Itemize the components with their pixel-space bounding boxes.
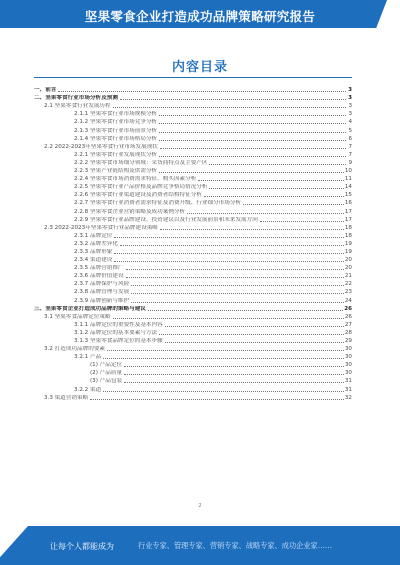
toc-entry-label: 3.2.2 渠道	[74, 386, 102, 393]
toc-entry[interactable]	[34, 118, 352, 126]
toc-leader-dots	[58, 91, 346, 92]
toc-leader-dots	[160, 148, 346, 149]
toc-leader-dots	[260, 221, 344, 222]
toc-leader-dots	[113, 318, 344, 319]
toc-entry-label: 2.2.8 坚果零食企业营销策略及成功案例分析	[74, 208, 186, 215]
toc-leader-dots	[165, 342, 344, 343]
toc-entry-label: 2.2.9 坚果零食行业品牌建设、投资建议以及行业发展前景和未来发展方向	[74, 216, 258, 223]
toc-leader-dots	[159, 123, 346, 124]
toc-leader-dots	[159, 156, 346, 157]
page-number: 2	[198, 503, 202, 509]
toc-entry-label: 2.2.2 坚果零食市场细分领域：采货商特点及主要产区	[74, 159, 208, 166]
toc-entry[interactable]	[34, 216, 352, 224]
toc-entry-page: 14	[344, 184, 352, 191]
toc-entry[interactable]	[34, 272, 352, 280]
toc-entry-label: 2.1.4 坚果零食行业市场格局分析	[74, 135, 158, 142]
toc-entry-label: 2.1.1 坚果零食行业市场规模分析	[74, 111, 158, 118]
toc-entry-label: 3.3 渠道营销策略	[44, 394, 89, 401]
toc-entry-page: 29	[344, 338, 352, 344]
toc-entry-page: 17	[344, 208, 352, 215]
toc-leader-dots	[103, 358, 344, 359]
toc-entry-label: 一、前言	[34, 87, 57, 94]
toc-entry-page: 18	[344, 232, 352, 239]
toc-leader-dots	[114, 261, 343, 262]
toc-entry-page: 20	[344, 265, 352, 272]
toc-entry-label: 3.2.1 产品	[74, 354, 102, 361]
toc-entry[interactable]	[34, 288, 352, 296]
toc-entry-label: 3.1 坚果零食品牌定位策略	[44, 313, 111, 320]
toc-entry-label: 二、坚果零食行业市场分析及预测	[34, 95, 118, 102]
toc-entry[interactable]	[34, 143, 352, 151]
toc-entry-label: 3.1.2 品牌定位的基本要素与方法	[74, 329, 158, 336]
toc-entry[interactable]	[34, 248, 352, 256]
toc-leader-dots	[114, 237, 343, 238]
toc-entry-page: 30	[344, 354, 352, 361]
toc-entry[interactable]	[34, 321, 352, 329]
toc-entry-page: 3	[348, 95, 352, 102]
toc-leader-dots	[90, 399, 344, 400]
toc-entry[interactable]	[34, 126, 352, 134]
toc-entry-label: 2.2.1 坚果零食行业发展现状分析	[74, 151, 158, 158]
footer-banner	[0, 526, 400, 565]
toc-leader-dots	[124, 374, 344, 375]
toc-entry-page: 16	[344, 200, 352, 207]
toc-entry-page: 19	[344, 240, 352, 247]
toc-entry-page: 26	[344, 313, 352, 320]
toc-entry-label: 2.2.4 坚果零食市场消费需求特征、购买因素分析	[74, 176, 197, 183]
toc-leader-dots	[209, 188, 343, 189]
toc-leader-dots	[198, 180, 344, 181]
toc-entry[interactable]	[34, 191, 352, 199]
toc-entry-page: 23	[344, 289, 352, 296]
toc-heading: 内容目录	[171, 60, 228, 75]
toc-leader-dots	[114, 253, 343, 254]
toc-entry-page: 21	[344, 273, 352, 280]
toc-leader-dots	[124, 366, 344, 367]
toc-leader-dots	[131, 285, 344, 286]
toc-entry-page: 19	[344, 248, 352, 255]
toc-entry[interactable]	[34, 264, 352, 272]
toc-entry-label: (3) 产品包装	[90, 378, 123, 385]
toc-entry-label: 2.3.7 品牌保护与风险	[74, 281, 130, 288]
toc-entry-label: 2.3.3 品牌形象	[74, 248, 113, 255]
toc-entry-page: 3	[348, 103, 352, 110]
toc-entry[interactable]	[34, 224, 352, 232]
toc-entry-page: 4	[348, 119, 352, 126]
toc-leader-dots	[126, 269, 344, 270]
toc-leader-dots	[159, 115, 346, 116]
toc-entry-label: 2.1 坚果零食行业发展历程	[44, 103, 111, 110]
toc-entry-label: 2.2.6 坚果零食行业渠道建设及消费者结构特征分析	[74, 192, 202, 199]
toc-entry[interactable]	[34, 183, 352, 191]
toc-entry-page: 18	[344, 224, 352, 231]
toc-leader-dots	[126, 277, 344, 278]
toc-entry[interactable]	[34, 94, 352, 102]
footer-roles: 行业专家、管理专家、营销专家、战略专家、成功企业家……	[138, 541, 333, 550]
toc-entry-page: 6	[348, 135, 352, 142]
toc-entry-label: 2.2.3 坚果产业链结构及供需分析	[74, 168, 158, 175]
toc-entry-page: 31	[344, 378, 352, 385]
toc-entry-page: 3	[348, 111, 352, 118]
toc-entry[interactable]	[34, 232, 352, 240]
toc-divider	[34, 77, 352, 78]
toc-entry-page: 24	[344, 297, 352, 304]
toc-entry[interactable]	[34, 385, 352, 393]
toc-entry[interactable]	[34, 377, 352, 385]
toc-entry-label: 2.3.2 品牌差异化	[74, 240, 118, 247]
toc-entry[interactable]	[34, 329, 352, 337]
toc-entry[interactable]	[34, 296, 352, 304]
toc-entry-page: 22	[344, 281, 352, 288]
toc-leader-dots	[124, 382, 344, 383]
toc-entry[interactable]	[34, 313, 352, 321]
toc-entry[interactable]	[34, 240, 352, 248]
toc-leader-dots	[165, 326, 344, 327]
toc-leader-dots	[243, 204, 344, 205]
toc-entry-label: 2.3 2022-2023年坚果零食行业品牌建设策略	[44, 224, 158, 231]
toc-entry[interactable]	[34, 110, 352, 118]
toc-entry[interactable]	[34, 175, 352, 183]
table-of-contents	[34, 86, 352, 402]
toc-entry-page: 28	[344, 329, 352, 336]
header-banner	[0, 0, 400, 28]
toc-entry-label: 3.2 打造成功品牌的要素	[44, 346, 106, 353]
toc-entry-label: 2.2 2022-2023年坚果零食行业市场发展现状	[44, 143, 158, 150]
toc-leader-dots	[103, 391, 344, 392]
toc-entry[interactable]	[34, 256, 352, 264]
toc-entry[interactable]	[34, 280, 352, 288]
toc-entry-label: 3.1.3 坚果零食品牌定位的基本步骤	[74, 338, 163, 344]
footer-slogan: 让每个人都能成为	[50, 542, 114, 551]
report-title: 坚果零食企业打造成功品牌策略研究报告	[84, 9, 316, 24]
toc-entry-label: 2.1.2 坚果零食行业市场竞争分析	[74, 119, 158, 126]
toc-leader-dots	[113, 107, 346, 108]
toc-entry-page: 17	[344, 216, 352, 223]
toc-entry[interactable]	[34, 361, 352, 369]
toc-entry-page: 30	[344, 370, 352, 377]
toc-entry-page: 15	[344, 192, 352, 199]
toc-entry-page: 5	[348, 127, 352, 134]
toc-entry[interactable]	[34, 167, 352, 175]
toc-entry[interactable]	[34, 151, 352, 159]
toc-leader-dots	[160, 229, 344, 230]
toc-entry[interactable]	[34, 394, 352, 402]
toc-entry-page: 32	[344, 394, 352, 401]
toc-entry-label: (1) 产品定位	[90, 362, 123, 369]
toc-leader-dots	[159, 172, 344, 173]
toc-entry-label: 2.3.8 品牌管理与发展	[74, 289, 130, 296]
toc-entry-page: 26	[344, 305, 352, 312]
toc-entry-label: 2.3.5 品牌营销推广	[74, 265, 124, 272]
toc-entry-page: 9	[348, 159, 352, 166]
toc-entry-label: 2.1.3 坚果零食行业市场前景分析	[74, 127, 158, 134]
toc-entry-label: 三、坚果零食企业打造成功品牌的策略与建议	[34, 305, 146, 312]
toc-leader-dots	[159, 132, 346, 133]
toc-entry-label: 2.2.5 坚果零食行业产品价格及品牌竞争格局情况分析	[74, 184, 208, 191]
toc-leader-dots	[148, 310, 343, 311]
toc-entry-page: 30	[344, 362, 352, 369]
toc-leader-dots	[107, 350, 344, 351]
toc-entry-page: 31	[344, 386, 352, 393]
toc-entry-page: 30	[344, 346, 352, 353]
toc-entry[interactable]	[34, 86, 352, 94]
toc-entry-label: (2) 产品质量	[90, 370, 123, 377]
toc-entry-page: 11	[344, 176, 352, 183]
toc-leader-dots	[187, 213, 344, 214]
toc-entry-label: 3.1.1 品牌定位的重要性及基本内容	[74, 321, 163, 328]
toc-entry-label: 2.3.4 渠道建设	[74, 257, 113, 264]
toc-entry[interactable]	[34, 305, 352, 313]
toc-entry[interactable]	[34, 369, 352, 377]
toc-entry[interactable]	[34, 207, 352, 215]
toc-entry-label: 2.2.7 坚果零食行业消费者需求特征及消费升级、行业细分市场分析	[74, 200, 242, 207]
toc-entry-page: 20	[344, 257, 352, 264]
toc-leader-dots	[204, 196, 344, 197]
toc-leader-dots	[131, 302, 344, 303]
toc-entry[interactable]	[34, 159, 352, 167]
toc-entry-label: 2.3.6 品牌价值建设	[74, 273, 124, 280]
toc-leader-dots	[131, 293, 344, 294]
toc-leader-dots	[209, 164, 346, 165]
toc-leader-dots	[159, 140, 346, 141]
toc-entry-page: 10	[344, 168, 352, 175]
toc-entry[interactable]	[34, 199, 352, 207]
toc-entry-label: 2.3.1 品牌定位	[74, 232, 113, 239]
toc-entry-page: 27	[344, 321, 352, 328]
toc-entry-page: 3	[348, 87, 352, 94]
toc-leader-dots	[120, 245, 344, 246]
toc-entry-page: 7	[348, 143, 352, 150]
toc-entry[interactable]	[34, 135, 352, 143]
toc-entry[interactable]	[34, 337, 352, 345]
toc-leader-dots	[159, 334, 344, 335]
toc-entry[interactable]	[34, 102, 352, 110]
toc-entry-page: 7	[348, 151, 352, 158]
toc-leader-dots	[120, 99, 346, 100]
footer-corner-decoration	[0, 526, 40, 565]
toc-entry-label: 2.3.9 品牌创新与维护	[74, 297, 130, 304]
toc-entry[interactable]	[34, 353, 352, 361]
toc-entry[interactable]	[34, 345, 352, 353]
